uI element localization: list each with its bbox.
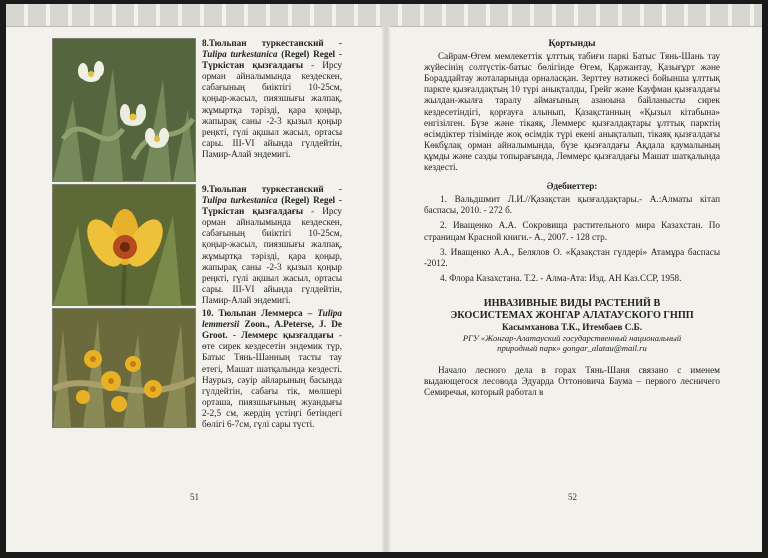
article-title-line-2: ЭКОСИСТЕМАХ ЖОНГАР АЛАТАУСКОГО ГНПП <box>450 309 694 321</box>
article-authors: Касымханова Т.К., Итембаев С.Б. <box>501 321 643 332</box>
reference-3: 3. Иващенко А.А., Белялов О. «Қазақстан гүлдері» Атамұра баспасы -2012. <box>424 246 720 268</box>
article-body: Начало лесного дела в горах Тянь-Шаня связано с именем выдающегося лесовода Эдуарда Оттоновича Баума – первого лесничего Семиречья, который работал в <box>424 364 720 398</box>
conclusion-heading: Қортынды <box>548 38 596 49</box>
entry-9-title-b: (Regel) Regel - Түркістан қызғалдағы <box>202 195 342 217</box>
entry-8-title-b: (Regel) Regel - Түркістан қызғалдағы <box>202 49 342 71</box>
affiliation-line-2: природный парк» gongar_alatau@mail.ru <box>497 342 647 353</box>
left-page <box>52 38 342 432</box>
entry-10-title-b: Zoon., A.Peterse, J. De Groot. - Леммерс қызғалдағы <box>202 319 342 341</box>
page-gutter <box>382 26 390 552</box>
entry-10 <box>52 308 342 430</box>
right-page-number: 52 <box>568 492 577 502</box>
article-title-line-1: ИНВАЗИВНЫЕ ВИДЫ РАСТЕНИЙ В <box>483 297 661 309</box>
tulip-photo-yellow-cluster <box>52 308 196 428</box>
references-heading: Әдебиеттер: <box>546 181 598 192</box>
spiral-binding <box>6 4 762 27</box>
affiliation-line-1: РГУ «Жонгар-Алатауский государственный национальный <box>462 332 682 343</box>
book-spread <box>6 4 762 552</box>
tulip-photo-yellow-red <box>52 184 196 306</box>
tulip-photo-white <box>52 38 196 182</box>
tulip-cluster-icon <box>53 309 195 427</box>
reference-1: 1. Вальдшмит Л.И.//Қазақстан қызғалдақтары.- А.:Алматы кітап баспасы, 2010. - 272 б. <box>424 194 720 216</box>
entry-8 <box>52 38 342 182</box>
reference-2: 2. Иващенко А.А. Сокровища растительного мира Казахстан. По страницам Красной книги.- А., 2007. - 128 стр. <box>424 220 720 242</box>
tulip-white-icon <box>53 39 195 181</box>
entry-8-latin: Tulipa turkestanica <box>202 49 278 60</box>
entry-8-title-a: 8.Тюльпан туркестанский - <box>202 38 342 48</box>
entry-9-title-a: 9.Тюльпан туркестанский - <box>202 184 342 194</box>
entry-9-description: - Ирсу орман айналымында кездескен, сабағының биіктігі 10-25см, қоңыр-жасыл, пиязшығы жалпақ, жұмыртқа тәрізді, қара қоңыр, жапырақ саны -2-3 қызыл қоңыр реңкті, гүлі ақшыл жасыл, ортасы сары. III-VI айында гүлдейтін, Памир-Алай эндемигі. <box>202 206 342 305</box>
entry-10-latin: Tulipa lemmersii <box>202 308 342 330</box>
reference-4: 4. Флора Казахстана. Т.2. - Алма-Ата: Изд. АН Каз.ССР, 1958. <box>440 272 682 283</box>
entry-9 <box>52 184 342 306</box>
entry-10-title-a: 10. Тюльпан Леммерса – <box>202 308 318 319</box>
entry-9-latin: Tulipa turkestanica <box>202 195 278 206</box>
tulip-yellow-icon <box>53 185 195 305</box>
conclusion-text: Сайрам-Өгем мемлекеттік ұлттық табиғи паркі Батыс Тянь-Шань тау жүйесінің солтүстік-батыс бөлігінде Өгем, Қаржантау, Қазығұрт және Бораддайтау жоталарында орналасқан. Зерттеу нәтижесі бойынша ұлттық паркте қызғалдақтың 10 түрі анықталды, Грейг және Кауфман қызғалдағы жылдан-жылға таралу аймағының азаюына байланысты сирек кездесетіндігі, қорғауға алынып, Қазақстанның «Қызыл кітабына» енгізілген. Бүзе және тікаяқ, Леммерс қызғалдақтары ұлттық парктің өсімдіктер тізіміндe жоқ өсімдік түрі екені анықталып, тікаяқ қызғалдағы Көкбұлақ орман айналымында, бүзе қызғалдағы Ақдала қаумалының құмды және сазды топырағында, Леммерс қызғалдағы Машат шатқалында кездесті. <box>424 51 720 173</box>
right-page <box>424 38 720 398</box>
left-page-number: 51 <box>190 492 199 502</box>
entry-10-description: - өте сирек кездесетін эндемик түр, Батыс Тянь-Шанның тасты тау етегі, Машат шатқалында кездесті. Наурыз, сәуір айларының басында гүлдейтін, сабағы тік, мөлшері орташа, пиязшығының жуандығы 2-2,5 см, жердің үстіңгі бетіндегі бөлігі 6-7см, гүлі сары түсті. <box>202 330 342 429</box>
entry-8-description: - Ирсу орман айналымында кездескен, сабағының биіктігі 10-25см, қоңыр-жасыл, пиязшығы жалпақ, жұмыртқа тәрізді, қара қоңыр, жапырақ саны -2-3 қызыл қоңыр реңкті, гүлі ақшыл жасыл, ортасы сары. III-VI айында гүлдейтін, Памир-Алай эндемигі. <box>202 60 342 159</box>
